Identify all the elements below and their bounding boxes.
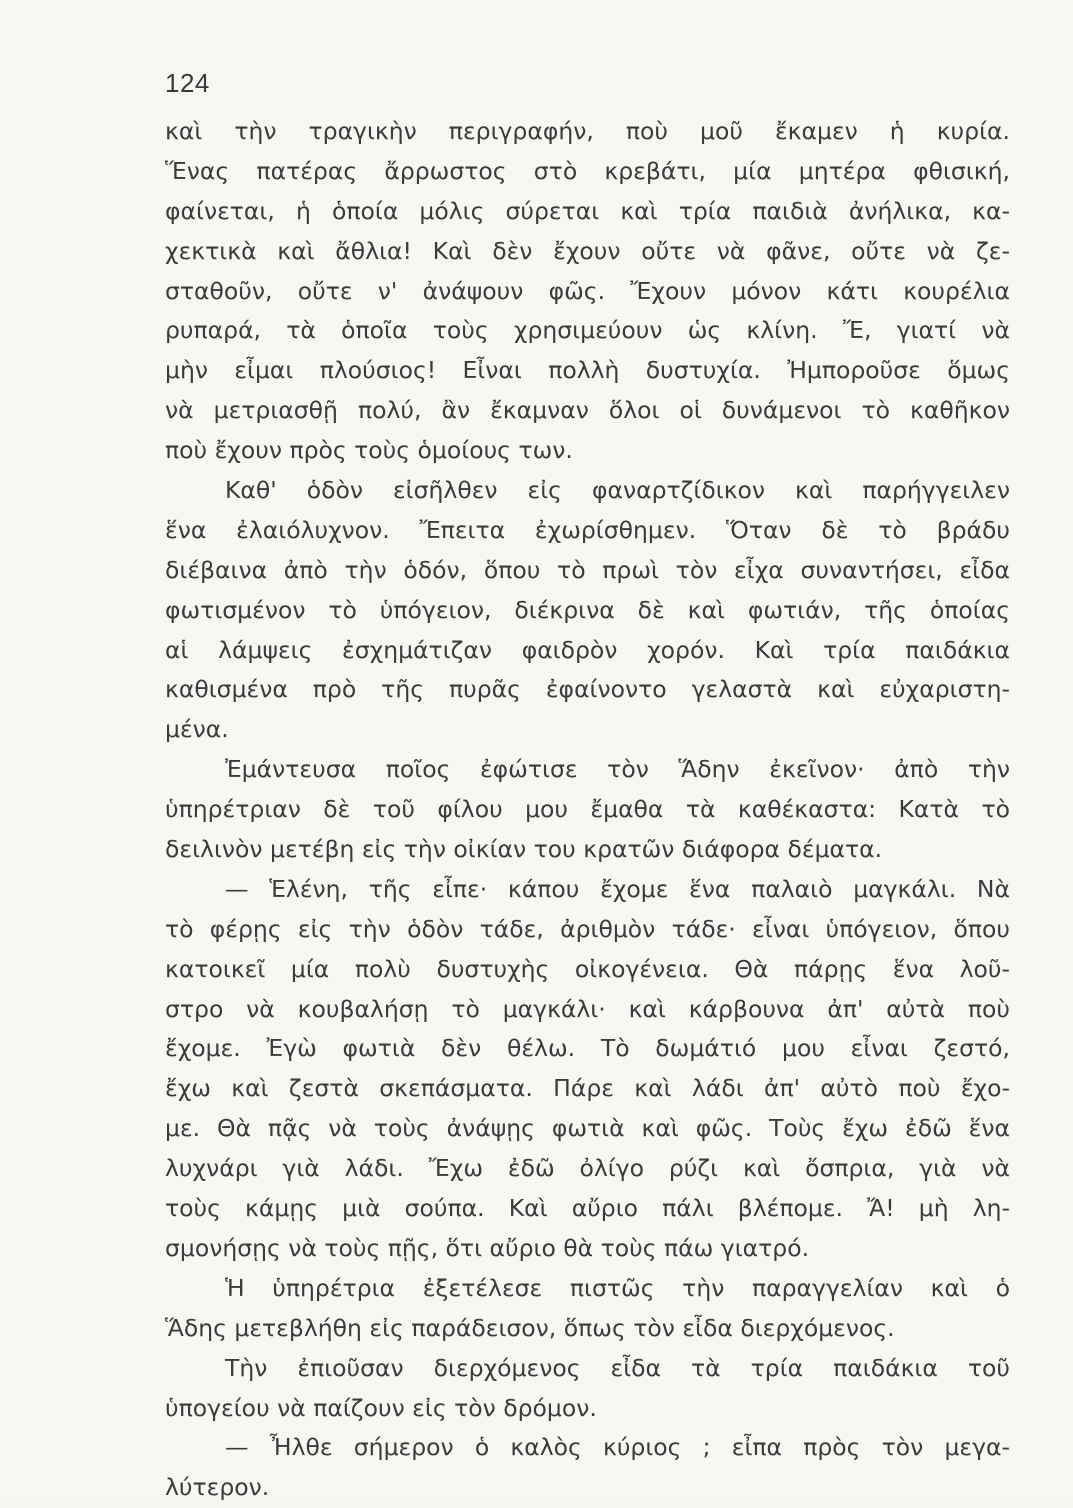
text-line: σταθοῦν, οὔτε ν' ἀνάψουν φῶς. Ἔχουν μόνον κάτι κουρέλια [165,276,1010,305]
text-line: λυχνάρι γιὰ λάδι. Ἔχω ἐδῶ ὀλίγο ρύζι καὶ ὄσπρια, γιὰ νὰ [165,1154,1010,1183]
text-line: τὸ φέρῃς εἰς τὴν ὁδὸν τάδε, ἀριθμὸν τάδε· εἶναι ὑπόγειον, ὅπου [165,914,1010,943]
page-number: 124 [165,68,210,98]
text-line: αἱ λάμψεις ἐσχημάτιζαν φαιδρὸν χορόν. Καὶ τρία παιδάκια [165,635,1010,664]
text-line: νὰ μετριασθῇ πολύ, ἂν ἔκαμναν ὅλοι οἱ δυνάμενοι τὸ καθῆκον [165,396,1010,425]
text-line: σμονήσῃς νὰ τοὺς πῇς, ὅτι αὔριο θὰ τοὺς πάω γιατρό. [165,1233,810,1262]
text-line: ἔχομε. Ἐγὼ φωτιὰ δὲν θέλω. Τὸ δωμάτιό μου εἶναι ζεστό, [165,1034,1010,1063]
text-line: Ἡ ὑπηρέτρια ἐξετέλεσε πιστῶς τὴν παραγγελίαν καὶ ὁ [225,1273,1010,1302]
text-line: ὑπηρέτριαν δὲ τοῦ φίλου μου ἔμαθα τὰ καθέκαστα: Κατὰ τὸ [165,795,1010,824]
text-line: ἔχω καὶ ζεστὰ σκεπάσματα. Πάρε καὶ λάδι ἀπ' αὐτὸ ποὺ ἔχο- [165,1074,1010,1103]
text-line: διέβαινα ἀπὸ τὴν ὁδόν, ὅπου τὸ πρωὶ τὸν εἶχα συναντήσει, εἶδα [165,555,1010,584]
text-line: φωτισμένον τὸ ὑπόγειον, διέκρινα δὲ καὶ φωτιάν, τῆς ὁποίας [165,595,1010,624]
body-text [165,112,1010,1508]
text-line: Τὴν ἐπιοῦσαν διερχόμενος εἶδα τὰ τρία παιδάκια τοῦ [225,1353,1010,1382]
text-line: — Ἑλένη, τῆς εἶπε· κάπου ἔχομε ἕνα παλαιὸ μαγκάλι. Νὰ [225,874,1010,903]
text-line: Ἐμάντευσα ποῖος ἐφώτισε τὸν Ἅδην ἐκεῖνον· ἀπὸ τὴν [225,755,1010,784]
text-line: στρο νὰ κουβαλήσῃ τὸ μαγκάλι· καὶ κάρβουνα ἀπ' αὐτὰ ποὺ [165,994,1010,1023]
text-line: Ἅδης μετεβλήθη εἰς παράδεισον, ὅπως τὸν εἶδα διερχόμενος. [165,1313,895,1342]
text-line: Ἕνας πατέρας ἄρρωστος στὸ κρεβάτι, μία μητέρα φθισική, [165,156,1010,185]
text-line: χεκτικὰ καὶ ἄθλια! Καὶ δὲν ἔχουν οὔτε νὰ φᾶνε, οὔτε νὰ ζε- [165,236,1010,265]
text-line: ποὺ ἔχουν πρὸς τοὺς ὁμοίους των. [165,436,573,465]
text-line: ρυπαρά, τὰ ὁποῖα τοὺς χρησιμεύουν ὡς κλίνη. Ἔ, γιατί νὰ [165,316,1010,345]
text-line: μένα. [165,715,229,744]
text-line: μὴν εἶμαι πλούσιος! Εἶναι πολλὴ δυστυχία. Ἠμποροῦσε ὅμως [165,356,1010,385]
text-line: καὶ τὴν τραγικὴν περιγραφήν, ποὺ μοῦ ἔκαμεν ἡ κυρία. [165,117,1010,145]
text-line: ἕνα ἐλαιόλυχνον. Ἔπειτα ἐχωρίσθημεν. Ὅταν δὲ τὸ βράδυ [165,515,1010,544]
text-line: δειλινὸν μετέβη εἰς τὴν οἰκίαν του κρατῶν διάφορα δέματα. [165,835,883,864]
text-line: καθισμένα πρὸ τῆς πυρᾶς ἐφαίνοντο γελαστὰ καὶ εὐχαριστη- [165,675,1010,704]
text-line: Καθ' ὁδὸν εἰσῆλθεν εἰς φαναρτζίδικον καὶ παρήγγειλεν [225,476,1010,505]
text-line: τοὺς κάμῃς μιὰ σούπα. Καὶ αὔριο πάλι βλέπομε. Ἄ! μὴ λη- [165,1194,1010,1223]
text-line: φαίνεται, ἡ ὁποία μόλις σύρεται καὶ τρία παιδιὰ ἀνήλικα, κα- [165,196,1010,225]
text-line: — Ἦλθε σήμερον ὁ καλὸς κύριος ; εἶπα πρὸς τὸν μεγα- [225,1433,1010,1462]
text-line: κατοικεῖ μία πολὺ δυστυχὴς οἰκογένεια. Θὰ πάρῃς ἕνα λοῦ- [165,954,1010,983]
text-line: ὑπογείου νὰ παίζουν εἰς τὸν δρόμον. [165,1393,597,1422]
text-line: με. Θὰ πᾷς νὰ τοὺς ἀνάψῃς φωτιὰ καὶ φῶς. Τοὺς ἔχω ἐδῶ ἕνα [165,1114,1010,1143]
text-line: λύτερον. [165,1473,270,1502]
